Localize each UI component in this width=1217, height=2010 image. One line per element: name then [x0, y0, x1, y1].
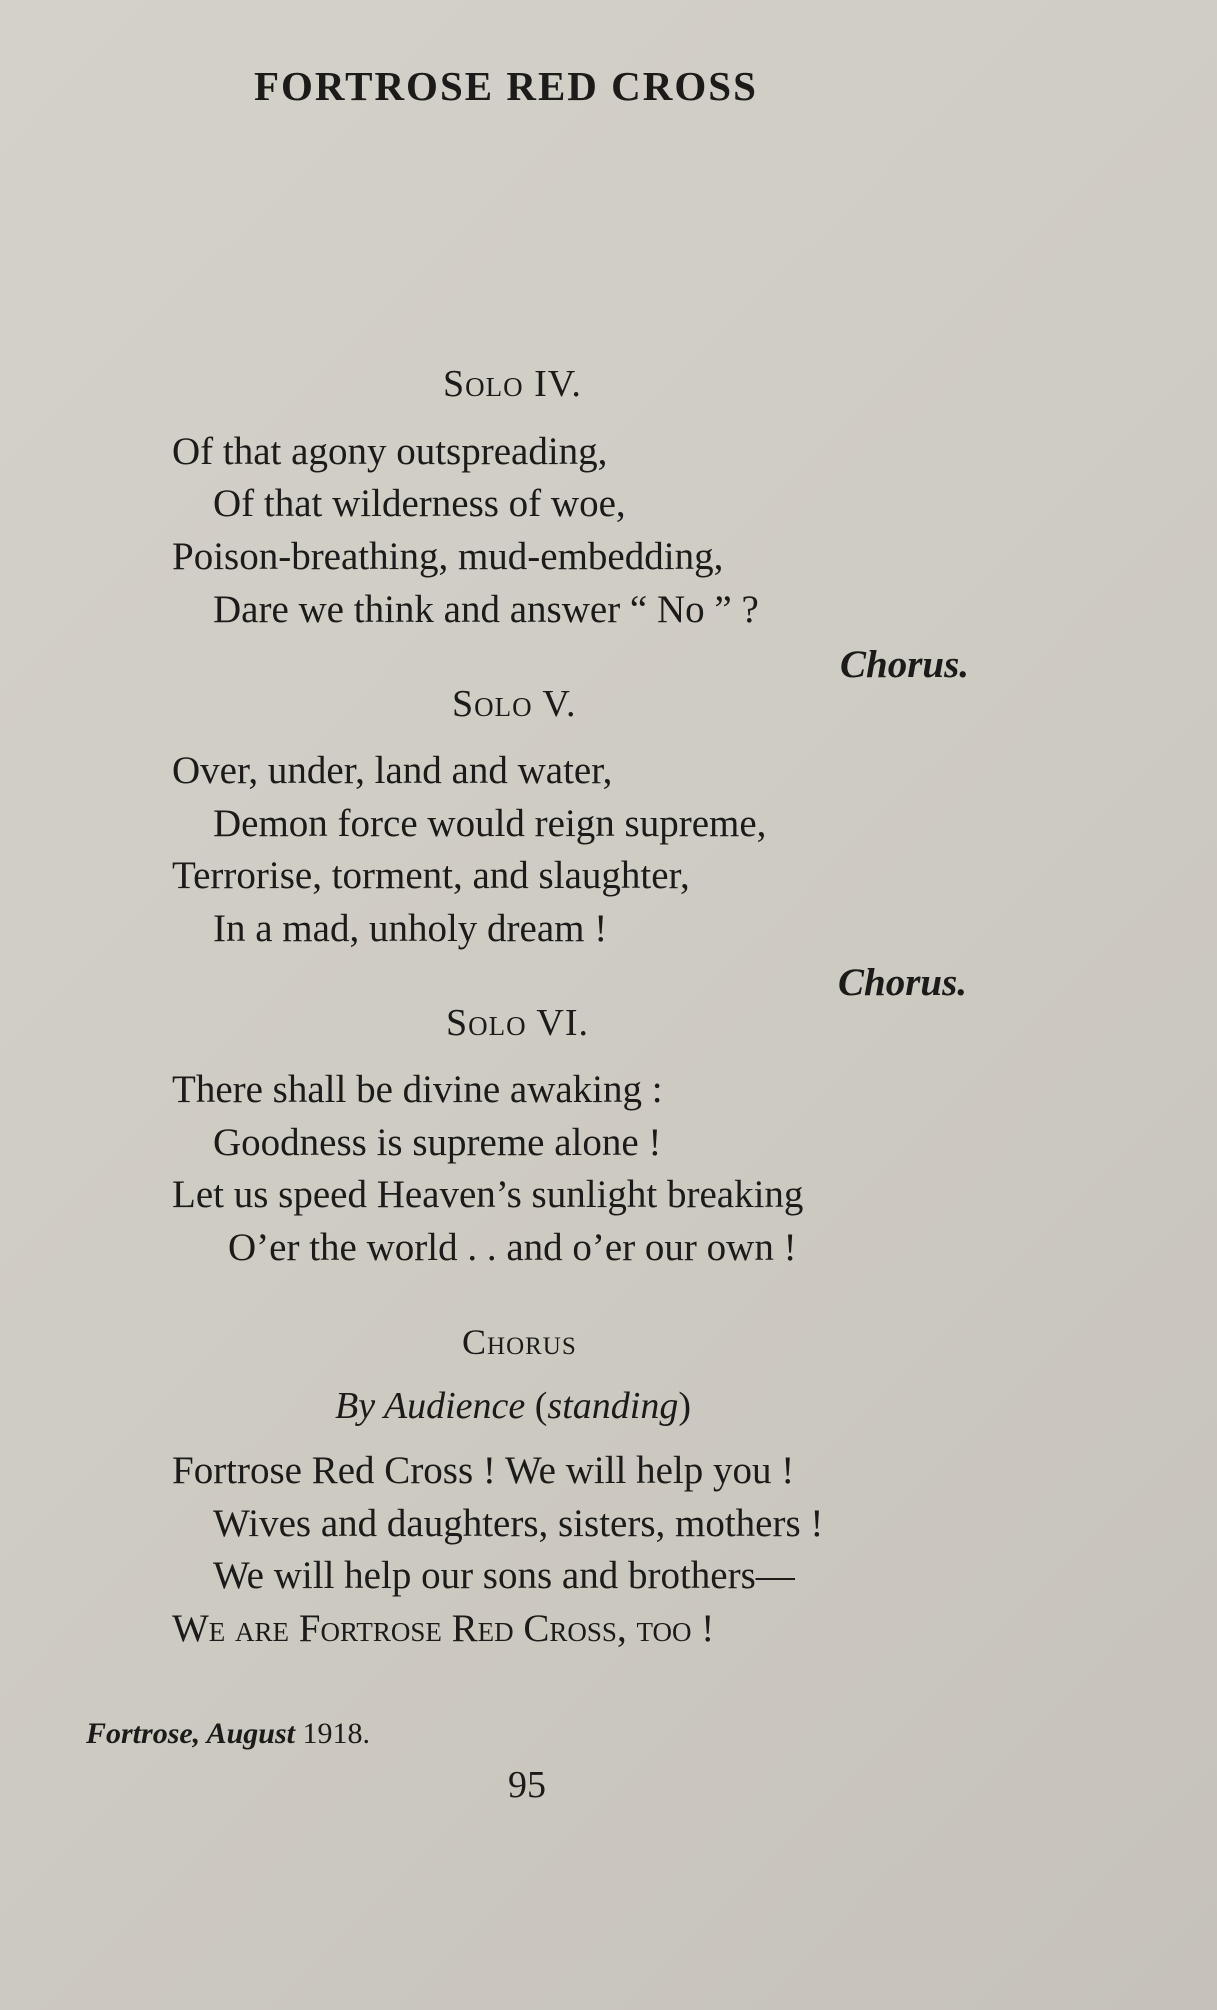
verse-line: Of that agony outspreading, [172, 430, 608, 473]
solo-iv-heading: Solo IV. [443, 363, 582, 405]
verse-line: In a mad, unholy dream ! [213, 907, 608, 950]
verse-line: Of that wilderness of woe, [213, 482, 626, 525]
subheading-open-paren: ( [525, 1385, 548, 1427]
verse-line: O’er the world . . and o’er our own ! [228, 1226, 797, 1269]
verse-line: Goodness is supreme alone ! [213, 1121, 662, 1164]
subheading-standing: standing [547, 1385, 679, 1427]
subheading-by-audience: By Audience [335, 1385, 526, 1427]
verse-line: Terrorise, torment, and slaughter, [172, 854, 690, 897]
place-date: Fortrose, August [86, 1717, 295, 1750]
chorus-heading: Chorus [462, 1322, 577, 1362]
chorus-subheading [335, 1384, 691, 1428]
place-date-line [86, 1717, 370, 1751]
solo-vi-heading: Solo VI. [446, 1002, 590, 1044]
year: 1918. [294, 1717, 370, 1750]
solo-v-heading: Solo V. [452, 683, 577, 725]
chorus-line: We will help our sons and brothers— [213, 1554, 795, 1597]
subheading-close-paren: ) [678, 1385, 691, 1427]
chorus-cue: Chorus. [840, 643, 969, 686]
verse-line: Dare we think and answer “ No ” ? [213, 588, 759, 631]
verse-line: Poison-breathing, mud-embedding, [172, 535, 724, 578]
verse-line: Demon force would reign supreme, [213, 802, 767, 845]
chorus-line: Fortrose Red Cross ! We will help you ! [172, 1449, 795, 1492]
chorus-cue: Chorus. [838, 961, 967, 1004]
verse-line: Let us speed Heaven’s sunlight breaking [172, 1173, 804, 1216]
verse-line: Over, under, land and water, [172, 749, 613, 792]
chorus-line: We are Fortrose Red Cross, too ! [172, 1607, 715, 1650]
verse-line: There shall be divine awaking : [172, 1068, 663, 1111]
page-number: 95 [508, 1764, 546, 1806]
chorus-line: Wives and daughters, sisters, mothers ! [213, 1502, 824, 1545]
running-header: FORTROSE RED CROSS [254, 63, 758, 109]
